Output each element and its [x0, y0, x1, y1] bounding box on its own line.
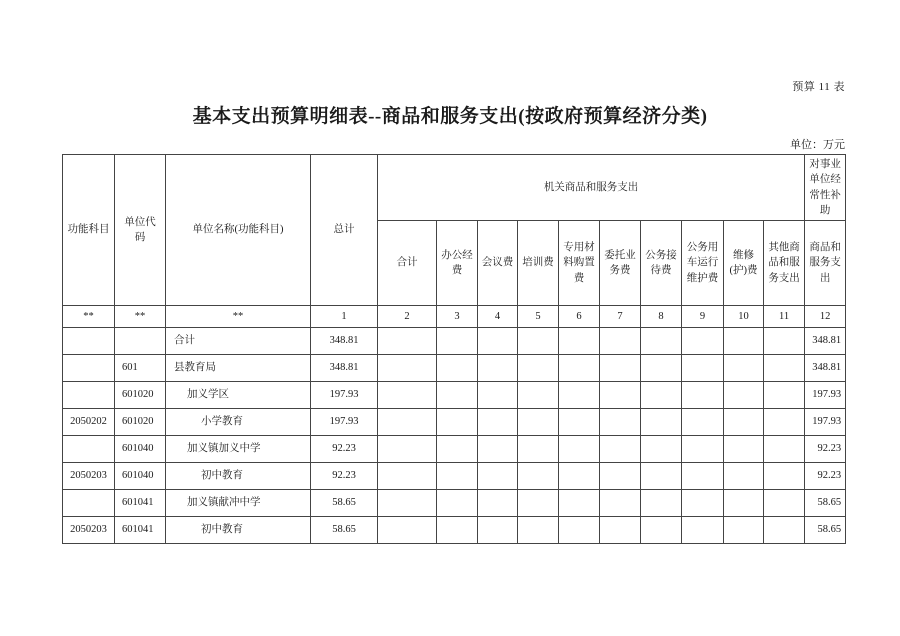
- detail-value-cell: [641, 328, 682, 355]
- detail-value-cell: [518, 328, 559, 355]
- subsidy-value-cell: 58.65: [805, 517, 846, 544]
- unit-code-cell: 601040: [115, 463, 166, 490]
- detail-value-cell: [518, 355, 559, 382]
- subsidy-value-cell: 348.81: [805, 355, 846, 382]
- unit-code-cell: 601041: [115, 517, 166, 544]
- detail-value-cell: [478, 409, 518, 436]
- detail-value-cell: [641, 463, 682, 490]
- detail-value-cell: [559, 436, 600, 463]
- unit-name-cell: 加义镇加义中学: [166, 436, 311, 463]
- detail-value-cell: [600, 355, 641, 382]
- detail-value-cell: [764, 382, 805, 409]
- detail-value-cell: [559, 328, 600, 355]
- table-row: [63, 355, 846, 382]
- column-index-cell: 1: [311, 306, 378, 328]
- unit-name-cell: 县教育局: [166, 355, 311, 382]
- unit-code-cell: 601020: [115, 409, 166, 436]
- table-row: [63, 436, 846, 463]
- column-index-cell: 6: [559, 306, 600, 328]
- header-unit-name: 单位名称(功能科目): [166, 155, 311, 306]
- function-code-cell: 2050202: [63, 409, 115, 436]
- detail-value-cell: [682, 328, 724, 355]
- detail-value-cell: [378, 382, 437, 409]
- detail-value-cell: [600, 328, 641, 355]
- grand-total-cell: 58.65: [311, 490, 378, 517]
- detail-value-cell: [437, 490, 478, 517]
- detail-value-cell: [559, 409, 600, 436]
- detail-value-cell: [641, 355, 682, 382]
- detail-value-cell: [378, 490, 437, 517]
- function-code-cell: [63, 355, 115, 382]
- unit-name-cell: 初中教育: [166, 463, 311, 490]
- detail-value-cell: [600, 463, 641, 490]
- unit-code-cell: 601: [115, 355, 166, 382]
- table-row: [63, 463, 846, 490]
- unit-name-cell: 初中教育: [166, 517, 311, 544]
- table-row: [63, 409, 846, 436]
- detail-value-cell: [378, 355, 437, 382]
- detail-value-cell: [478, 436, 518, 463]
- column-index-cell: 12: [805, 306, 846, 328]
- column-index-cell: 4: [478, 306, 518, 328]
- detail-value-cell: [478, 355, 518, 382]
- detail-value-cell: [682, 517, 724, 544]
- detail-value-cell: [724, 436, 764, 463]
- detail-value-cell: [764, 355, 805, 382]
- detail-value-cell: [378, 517, 437, 544]
- unit-code-cell: 601040: [115, 436, 166, 463]
- unit-code-cell: 601020: [115, 382, 166, 409]
- grand-total-cell: 348.81: [311, 328, 378, 355]
- detail-value-cell: [600, 382, 641, 409]
- column-index-cell: 10: [724, 306, 764, 328]
- header-special-materials-fee: 专用材料购置费: [559, 221, 600, 306]
- budget-table: [62, 154, 846, 544]
- detail-value-cell: [478, 328, 518, 355]
- detail-value-cell: [478, 382, 518, 409]
- detail-value-cell: [641, 490, 682, 517]
- detail-value-cell: [437, 409, 478, 436]
- detail-value-cell: [764, 409, 805, 436]
- table-row: [63, 328, 846, 355]
- subsidy-value-cell: 197.93: [805, 382, 846, 409]
- detail-value-cell: [437, 517, 478, 544]
- header-function-subject: 功能科目: [63, 155, 115, 306]
- column-index-cell: 5: [518, 306, 559, 328]
- detail-value-cell: [378, 409, 437, 436]
- subsidy-value-cell: 92.23: [805, 463, 846, 490]
- detail-value-cell: [600, 436, 641, 463]
- detail-value-cell: [600, 490, 641, 517]
- detail-value-cell: [518, 463, 559, 490]
- table-row: [63, 490, 846, 517]
- detail-value-cell: [559, 382, 600, 409]
- column-index-cell: 9: [682, 306, 724, 328]
- grand-total-cell: 92.23: [311, 463, 378, 490]
- subsidy-value-cell: 92.23: [805, 436, 846, 463]
- grand-total-cell: 58.65: [311, 517, 378, 544]
- header-group-agency-goods-services: 机关商品和服务支出: [378, 155, 805, 221]
- header-official-reception-fee: 公务接待费: [641, 221, 682, 306]
- detail-value-cell: [724, 490, 764, 517]
- column-index-cell: 11: [764, 306, 805, 328]
- function-code-cell: [63, 490, 115, 517]
- table-row: [63, 382, 846, 409]
- unit-name-cell: 小学教育: [166, 409, 311, 436]
- function-code-cell: [63, 382, 115, 409]
- detail-value-cell: [378, 328, 437, 355]
- detail-value-cell: [682, 463, 724, 490]
- table-number-label: 预算 11 表: [792, 81, 845, 93]
- detail-value-cell: [764, 517, 805, 544]
- unit-code-cell: [115, 328, 166, 355]
- function-code-cell: 2050203: [63, 517, 115, 544]
- detail-value-cell: [437, 436, 478, 463]
- table-header: [63, 155, 846, 328]
- header-group-institution-subsidy: 对事业单位经常性补助: [805, 155, 846, 221]
- detail-value-cell: [478, 463, 518, 490]
- detail-value-cell: [600, 517, 641, 544]
- detail-value-cell: [724, 517, 764, 544]
- header-official-vehicle-fee: 公务用车运行维护费: [682, 221, 724, 306]
- column-index-cell: **: [166, 306, 311, 328]
- unit-code-cell: 601041: [115, 490, 166, 517]
- header-subsidy-goods-services: 商品和服务支出: [805, 221, 846, 306]
- header-entrusted-business-fee: 委托业务费: [600, 221, 641, 306]
- header-meeting-fee: 会议费: [478, 221, 518, 306]
- function-code-cell: [63, 328, 115, 355]
- unit-note: 单位：万元: [790, 139, 845, 151]
- detail-value-cell: [478, 517, 518, 544]
- detail-value-cell: [437, 355, 478, 382]
- function-code-cell: 2050203: [63, 463, 115, 490]
- detail-value-cell: [641, 517, 682, 544]
- grand-total-cell: 197.93: [311, 409, 378, 436]
- detail-value-cell: [724, 382, 764, 409]
- detail-value-cell: [378, 436, 437, 463]
- function-code-cell: [63, 436, 115, 463]
- detail-value-cell: [724, 328, 764, 355]
- page-title: 基本支出预算明细表--商品和服务支出(按政府预算经济分类): [192, 106, 708, 127]
- column-index-cell: 2: [378, 306, 437, 328]
- header-repair-fee: 维修(护)费: [724, 221, 764, 306]
- detail-value-cell: [724, 355, 764, 382]
- detail-value-cell: [437, 463, 478, 490]
- header-unit-code: 单位代码: [115, 155, 166, 306]
- column-index-cell: 3: [437, 306, 478, 328]
- subsidy-value-cell: 58.65: [805, 490, 846, 517]
- header-subtotal: 合计: [378, 221, 437, 306]
- detail-value-cell: [518, 517, 559, 544]
- detail-value-cell: [682, 436, 724, 463]
- detail-value-cell: [378, 463, 437, 490]
- detail-value-cell: [682, 382, 724, 409]
- column-index-cell: 7: [600, 306, 641, 328]
- detail-value-cell: [478, 490, 518, 517]
- detail-value-cell: [437, 382, 478, 409]
- detail-value-cell: [518, 409, 559, 436]
- detail-value-cell: [518, 436, 559, 463]
- grand-total-cell: 197.93: [311, 382, 378, 409]
- detail-value-cell: [682, 490, 724, 517]
- detail-value-cell: [559, 490, 600, 517]
- header-office-expense: 办公经费: [437, 221, 478, 306]
- detail-value-cell: [437, 328, 478, 355]
- detail-value-cell: [682, 409, 724, 436]
- detail-value-cell: [641, 382, 682, 409]
- detail-value-cell: [682, 355, 724, 382]
- detail-value-cell: [724, 463, 764, 490]
- detail-value-cell: [724, 409, 764, 436]
- detail-value-cell: [764, 328, 805, 355]
- detail-value-cell: [559, 355, 600, 382]
- subsidy-value-cell: 348.81: [805, 328, 846, 355]
- detail-value-cell: [764, 490, 805, 517]
- detail-value-cell: [600, 409, 641, 436]
- header-grand-total: 总计: [311, 155, 378, 306]
- unit-name-cell: 加义学区: [166, 382, 311, 409]
- header-group-row: [63, 155, 846, 221]
- detail-value-cell: [641, 436, 682, 463]
- subsidy-value-cell: 197.93: [805, 409, 846, 436]
- column-index-row: [63, 306, 846, 328]
- column-index-cell: **: [115, 306, 166, 328]
- header-other-goods-services: 其他商品和服务支出: [764, 221, 805, 306]
- detail-value-cell: [559, 517, 600, 544]
- grand-total-cell: 92.23: [311, 436, 378, 463]
- detail-value-cell: [559, 463, 600, 490]
- grand-total-cell: 348.81: [311, 355, 378, 382]
- detail-value-cell: [518, 490, 559, 517]
- column-index-cell: **: [63, 306, 115, 328]
- detail-value-cell: [518, 382, 559, 409]
- detail-value-cell: [764, 463, 805, 490]
- table-body: [63, 328, 846, 544]
- unit-name-cell: 加义镇献冲中学: [166, 490, 311, 517]
- header-training-fee: 培训费: [518, 221, 559, 306]
- column-index-cell: 8: [641, 306, 682, 328]
- unit-name-cell: 合计: [166, 328, 311, 355]
- detail-value-cell: [641, 409, 682, 436]
- detail-value-cell: [764, 436, 805, 463]
- table-row: [63, 517, 846, 544]
